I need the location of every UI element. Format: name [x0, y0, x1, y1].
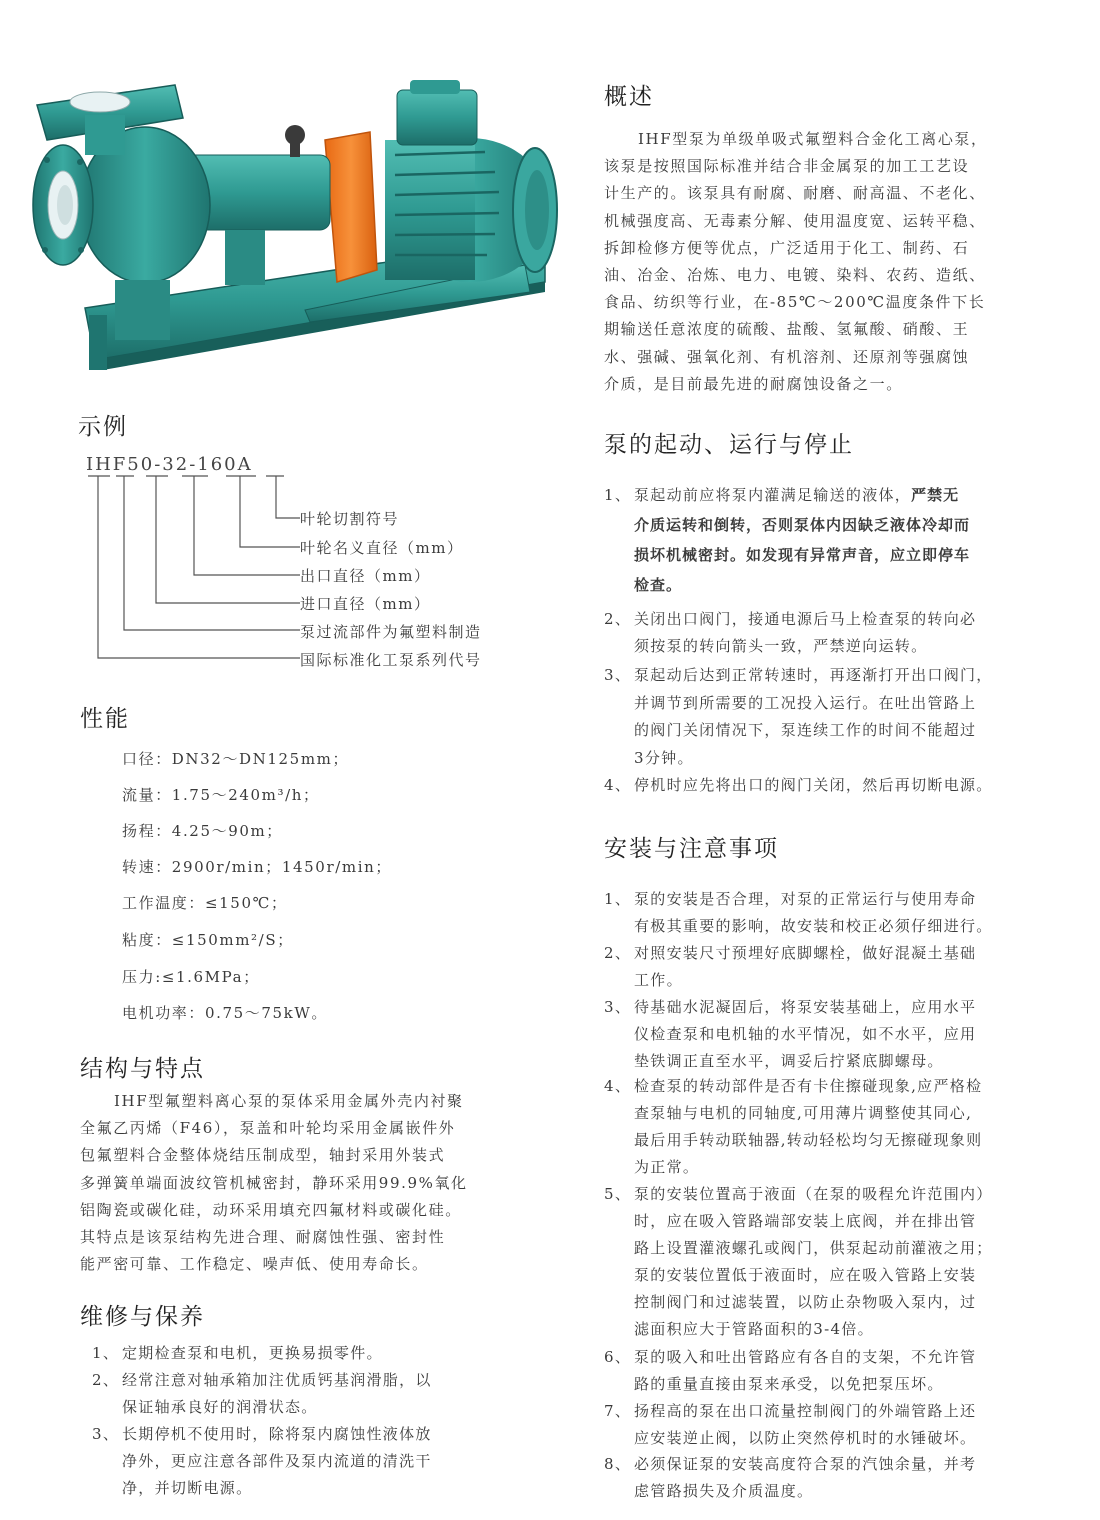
maintenance-heading: 维修与保养: [80, 1304, 205, 1330]
spec-caliber: 口径：DN32～DN125mm；: [122, 750, 350, 768]
structure-paragraph: IHF型氟塑料离心泵的泵体采用金属外壳内衬聚 全氟乙丙烯（F46），泵盖和叶轮均采用金属嵌件外 包氟塑料合金整体烧结压制成型，轴封采用外装式 多弹簧单端面波纹管机械密封，静环采用99.9%氧化 铝陶瓷或碳化硅，动环采用填充四氟材料或碳化硅。 其特点是该泵结构先进合理、耐腐蚀性强、密封性 能严密可靠、工作稳定、噪声低、使用寿命长。: [80, 1092, 468, 1274]
spec-motor-power: 电机功率：0.75～75kW。: [122, 1004, 328, 1022]
callout-impeller-cut: 叶轮切割符号: [300, 510, 400, 528]
overview-heading: 概述: [604, 84, 654, 110]
callout-inlet-diameter: 进口直径（mm）: [300, 595, 431, 613]
callout-impeller-diameter: 叶轮名义直径（mm）: [300, 539, 464, 557]
structure-heading: 结构与特点: [80, 1056, 205, 1082]
overview-paragraph: IHF型泵为单级单吸式氟塑料合金化工离心泵， 该泵是按照国际标准并结合非金属泵的加工工艺设 计生产的。该泵具有耐腐、耐磨、耐高温、不老化、 机械强度高、无毒素分解、使用温度宽、运转平稳、 拆卸检修方便等优点，广泛适用于化工、制药、石 油、冶金、冶炼、电力、电镀、染料、农药、造纸、 食品、纺织等行业，在-85℃～200℃温度条件下长 期输送任意浓度的硫酸、盐酸、氢氟酸、硝酸、王 水、强碱、强氧化剂、有机溶剂、还原剂等强腐蚀 介质，是目前最先进的耐腐蚀设备之一。: [604, 130, 988, 393]
terminal-box: [397, 90, 477, 145]
callout-fluoroplastic: 泵过流部件为氟塑料制造: [300, 623, 482, 641]
spec-flow: 流量：1.75～240m³/h；: [122, 786, 320, 804]
coupling-guard: [325, 132, 377, 282]
pump-illustration: [25, 60, 565, 390]
spec-temperature: 工作温度：≤150℃；: [122, 894, 288, 912]
spec-viscosity: 粘度：≤150mm²/S；: [122, 931, 294, 949]
spec-speed: 转速：2900r/min；1450r/min；: [122, 858, 392, 876]
callout-outlet-diameter: 出口直径（mm）: [300, 567, 431, 585]
model-breakdown-lines: [80, 470, 310, 670]
callout-series-code: 国际标准化工泵系列代号: [300, 651, 482, 669]
model-code: IHF50-32-160A: [86, 454, 253, 475]
operation-heading: 泵的起动、运行与停止: [604, 432, 854, 458]
spec-head: 扬程：4.25～90m；: [122, 822, 283, 840]
spec-pressure: 压力:≤1.6MPa；: [122, 968, 260, 986]
example-heading: 示例: [78, 414, 128, 440]
installation-heading: 安装与注意事项: [604, 836, 779, 862]
performance-heading: 性能: [80, 706, 130, 732]
